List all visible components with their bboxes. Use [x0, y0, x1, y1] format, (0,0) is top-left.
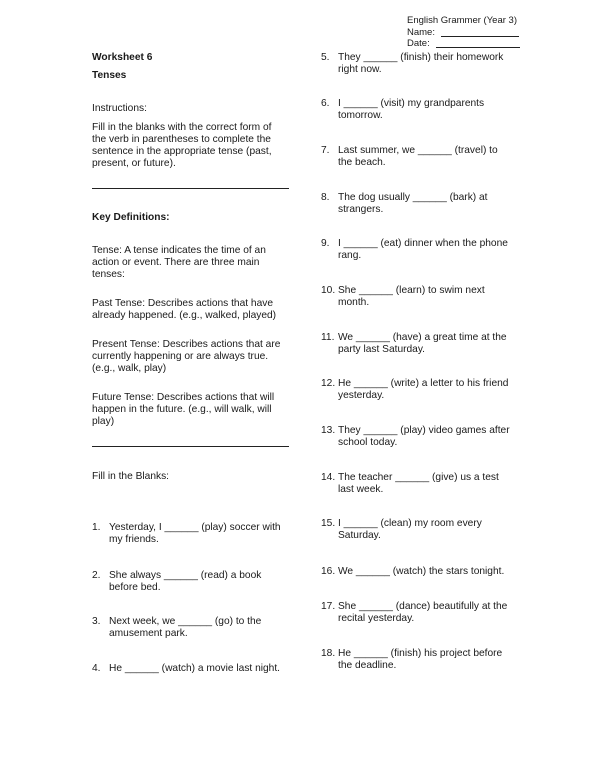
name-label: Name: — [407, 26, 435, 38]
present-tense-definition: Present Tense: Describes actions that are currently happening or are always true. (e.g., walk, play) — [92, 339, 281, 374]
list-item: 1. Yesterday, I ______ (play) soccer with my friends. — [92, 522, 281, 545]
list-item: 7. Last summer, we ______ (travel) to the beach. — [321, 145, 498, 168]
worksheet-title: Worksheet 6 — [92, 52, 153, 63]
fill-blanks-heading: Fill in the Blanks: — [92, 471, 170, 482]
key-definitions-heading: Key Definitions: — [92, 212, 170, 223]
list-item: 6. I ______ (visit) my grandparents tomorrow. — [321, 98, 485, 121]
list-item: 2. She always ______ (read) a book before bed. — [92, 570, 262, 593]
list-item: 13. They ______ (play) video games after school today. — [321, 425, 510, 448]
list-item: 17. She ______ (dance) beautifully at the recital yesterday. — [321, 601, 508, 624]
list-item: 18. He ______ (finish) his project before the deadline. — [321, 648, 503, 671]
course-title: English Grammer (Year 3) — [407, 15, 517, 26]
instructions-text: Fill in the blanks with the correct form of the verb in parentheses to complete the sentence in the appropriate tense (past, present, or future). — [92, 122, 272, 169]
list-item: 11. We ______ (have) a great time at the party last Saturday. — [321, 332, 507, 355]
list-item: 15. I ______ (clean) my room every Saturday. — [321, 518, 482, 541]
future-tense-definition: Future Tense: Describes actions that will happen in the future. (e.g., will walk, will play) — [92, 392, 275, 427]
list-item: 4. He ______ (watch) a movie last night. — [92, 663, 281, 674]
list-item: 12. He ______ (write) a letter to his friend yesterday. — [321, 378, 509, 401]
list-item: 5. They ______ (finish) their homework right now. — [321, 52, 504, 75]
past-tense-definition: Past Tense: Describes actions that have already happened. (e.g., walked, played) — [92, 298, 277, 321]
list-item: 10. She ______ (learn) to swim next month. — [321, 285, 485, 308]
list-item: 9. I ______ (eat) dinner when the phone rang. — [321, 238, 508, 261]
tense-definition: Tense: A tense indicates the time of an action or event. There are three main tenses: — [92, 245, 266, 280]
list-item: 8. The dog usually ______ (bark) at strangers. — [321, 192, 488, 215]
list-item: 3. Next week, we ______ (go) to the amusement park. — [92, 616, 262, 639]
instructions-label: Instructions: — [92, 103, 147, 114]
worksheet-subtitle: Tenses — [92, 70, 127, 81]
list-item: 16. We ______ (watch) the stars tonight. — [321, 566, 505, 577]
date-label: Date: — [407, 38, 430, 49]
list-item: 14. The teacher ______ (give) us a test last week. — [321, 472, 499, 495]
